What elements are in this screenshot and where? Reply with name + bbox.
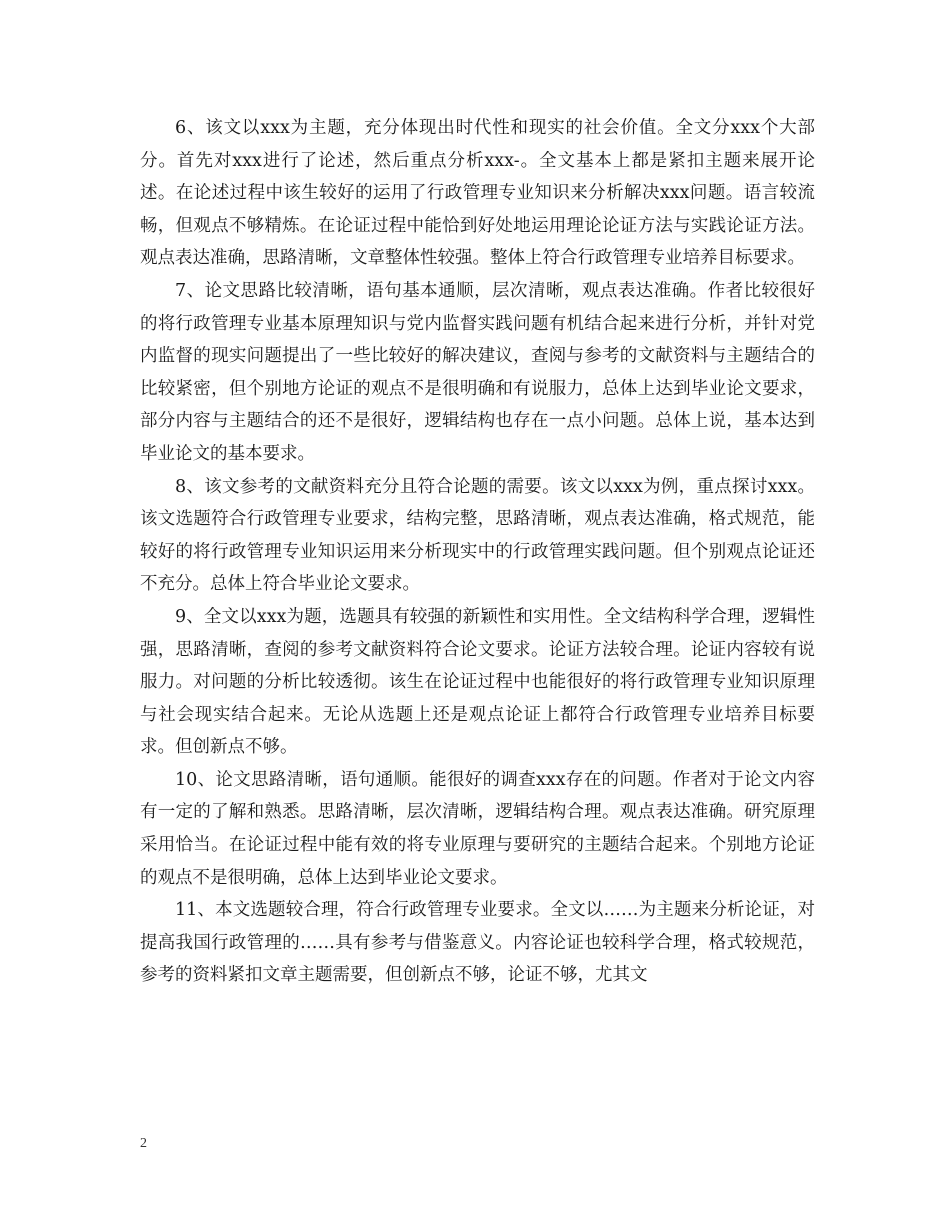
paragraph-8: 8、该文参考的文献资料充分且符合论题的需要。该文以xxx为例，重点探讨xxx。该文选题符合行政管理专业要求，结构完整，思路清晰，观点表达准确，格式规范，能较好的将行政管理专业知识运用来分析现实中的行政管理实践问题。但个别观点论证还不充分。总体上符合毕业论文要求。 <box>140 476 815 595</box>
document-body <box>140 112 815 992</box>
paragraph-10: 10、论文思路清晰，语句通顺。能很好的调查xxx存在的问题。作者对于论文内容有一定的了解和熟悉。思路清晰，层次清晰，逻辑结构合理。观点表达准确。研究原理采用恰当。在论证过程中能有效的将专业原理与要研究的主题结合起来。个别地方论证的观点不是很明确，总体上达到毕业论文要求。 <box>140 769 815 888</box>
paragraph-9: 9、全文以xxx为题，选题具有较强的新颖性和实用性。全文结构科学合理，逻辑性强，思路清晰，查阅的参考文献资料符合论文要求。论证方法较合理。论证内容较有说服力。对问题的分析比较透彻。该生在论证过程中也能很好的将行政管理专业知识原理与社会现实结合起来。无论从选题上还是观点论证上都符合行政管理专业培养目标要求。但创新点不够。 <box>140 606 815 758</box>
page-number: 2 <box>140 1136 147 1151</box>
paragraph-7: 7、论文思路比较清晰，语句基本通顺，层次清晰，观点表达准确。作者比较很好的将行政管理专业基本原理知识与党内监督实践问题有机结合起来进行分析，并针对党内监督的现实问题提出了一些比较好的解决建议，查阅与参考的文献资料与主题结合的比较紧密，但个别地方论证的观点不是很明确和有说服力，总体上达到毕业论文要求，部分内容与主题结合的还不是很好，逻辑结构也存在一点小问题。总体上说，基本达到毕业论文的基本要求。 <box>140 280 815 464</box>
paragraph-11: 11、本文选题较合理，符合行政管理专业要求。全文以……为主题来分析论证，对提高我国行政管理的……具有参考与借鉴意义。内容论证也较科学合理，格式较规范，参考的资料紧扣文章主题需要，但创新点不够，论证不够，尤其文 <box>140 900 815 986</box>
paragraph-6: 6、该文以xxx为主题，充分体现出时代性和现实的社会价值。全文分xxx个大部分。首先对xxx进行了论述，然后重点分析xxx-。全文基本上都是紧扣主题来展开论述。在论述过程中该生较好的运用了行政管理专业知识来分析解决xxx问题。语言较流畅，但观点不够精炼。在论证过程中能恰到好处地运用理论论证方法与实践论证方法。观点表达准确，思路清晰，文章整体性较强。整体上符合行政管理专业培养目标要求。 <box>140 118 815 269</box>
